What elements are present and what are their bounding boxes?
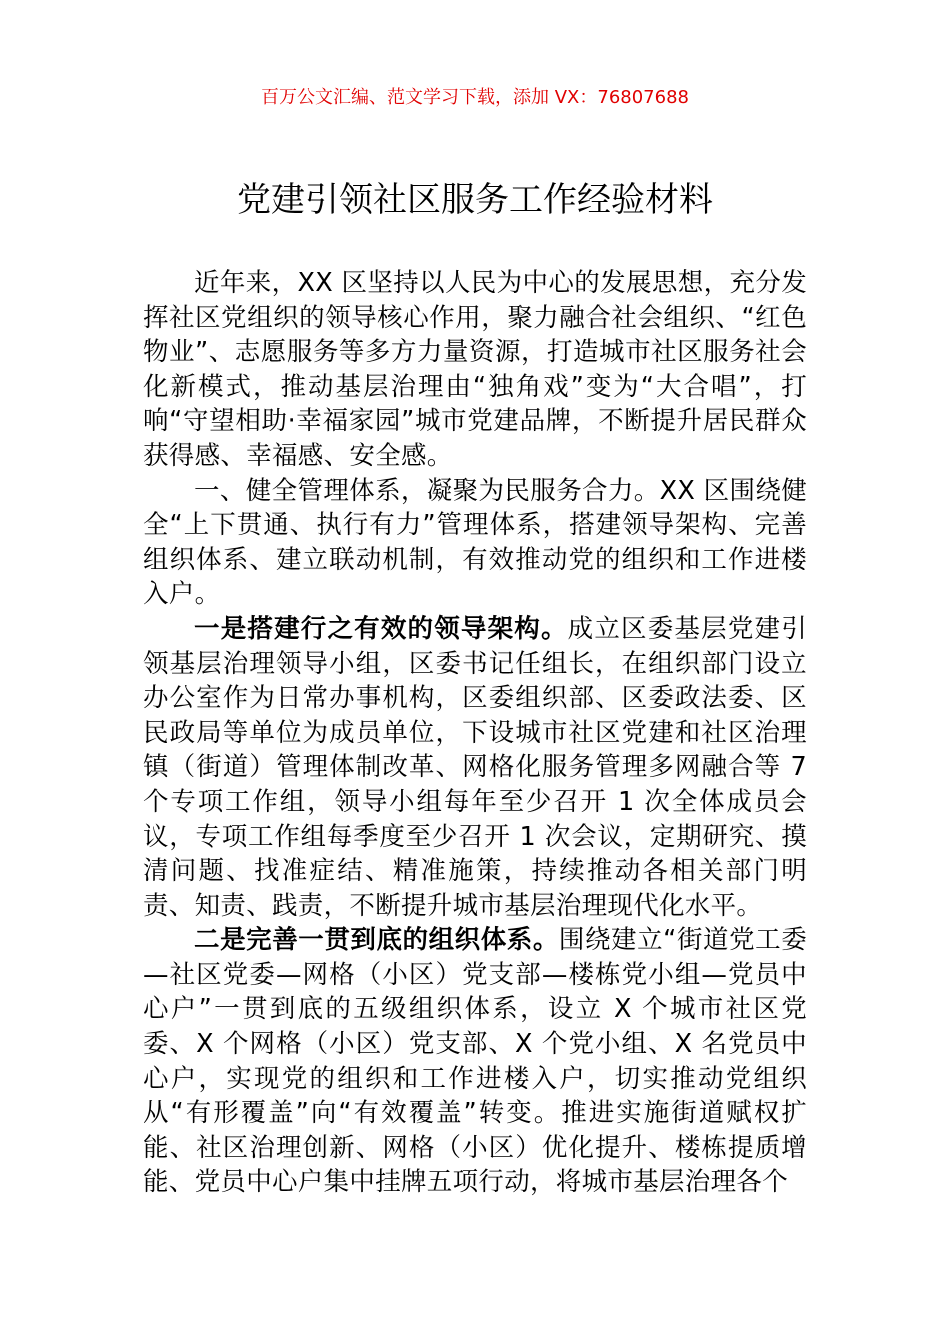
document-body [143,266,807,1200]
paragraph-text: 成立区委基层党建引领基层治理领导小组，区委书记任组长，在组织部门设立办公室作为日常办事机构，区委组织部、区委政法委、区民政局等单位为成员单位，下设城市社区党建和社区治理镇（街道）管理体制改革、网格化服务管理多网融合等 7 个专项工作组，领导小组每年至少召开 1 次全体成员会议，专项工作组每季度至少召开 1 次会议，定期研究、摸清问题、找准症结、精准施策，持续推动各相关部门明责、知责、践责，不断提升城市基层治理现代化水平。 [143,613,807,921]
paragraph-leadership [143,612,807,923]
paragraph-intro [143,266,807,474]
paragraph-organization [143,923,807,1200]
document-title: 党建引领社区服务工作经验材料 [237,180,713,220]
paragraph-text: 围绕建立“街道党工委—社区党委—网格（小区）党支部—楼栋党小组—党员中心户”一贯到底的五级组织体系，设立 X 个城市社区党委、X 个网格（小区）党支部、X 个党小组、X 名党员中心户，实现党的组织和工作进楼入户，切实推动党组织从“有形覆盖”向“有效覆盖”转变。推进实施街道赋权扩能、社区治理创新、网格（小区）优化提升、楼栋提质增能、党员中心户集中挂牌五项行动，将城市基层治理各个 [143,925,807,1198]
paragraph-text: 近年来，XX 区坚持以人民为中心的发展思想，充分发挥社区党组织的领导核心作用，聚力融合社会组织、“红色物业”、志愿服务等多方力量资源，打造城市社区服务社会化新模式，推动基层治理由“独角戏”变为“大合唱”，打响“守望相助·幸福家园”城市党建品牌，不断提升居民群众获得感、幸福感、安全感。 [143,268,807,471]
paragraph-section-one [143,474,807,612]
header-promo-note: 百万公文汇编、范文学习下载，添加 VX：76807688 [261,87,689,108]
paragraph-lead: 二是完善一贯到底的组织体系。 [194,925,559,956]
paragraph-lead: 一是搭建行之有效的领导架构。 [194,613,568,644]
paragraph-text: 一、健全管理体系，凝聚为民服务合力。XX 区围绕健全“上下贯通、执行有力”管理体系，搭建领导架构、完善组织体系、建立联动机制，有效推动党的组织和工作进楼入户。 [143,475,807,610]
